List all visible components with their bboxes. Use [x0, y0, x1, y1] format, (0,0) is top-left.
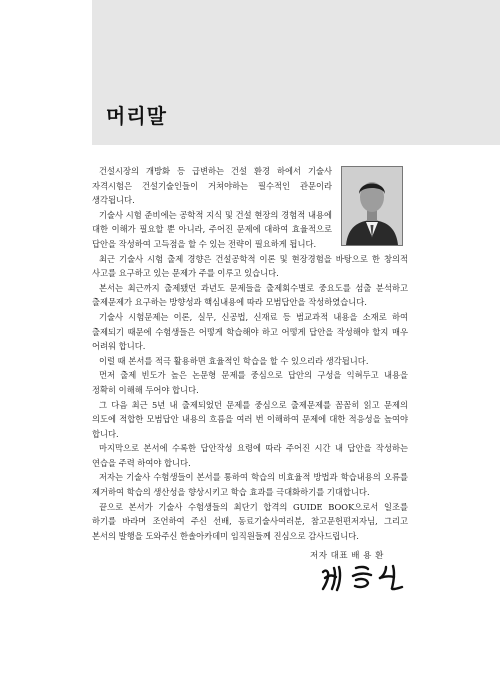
- preface-paragraph: 기술사 시험 준비에는 공학적 지식 및 건설 현장의 경험적 내용에 대한 이해가 필요할 뿐 아니라, 주어진 문제에 대하여 효율적으로 답안을 작성하여 고득점을 할 수 있는 전략이 필요하게 됩니다.: [92, 209, 332, 249]
- preface-paragraph: 그 다음 최근 5년 내 출제되었던 문제를 중심으로 출제문제를 꼼꼼히 읽고 문제의 의도에 적합한 모범답안 내용의 흐름을 여러 번 이해하여 문제에 대한 적응성을 높여야 합니다.: [92, 399, 408, 439]
- preface-paragraph: 본서는 최근까지 출제됐던 과년도 문제들을 출제회수별로 중요도를 섬출 분석하고 출제문제가 요구하는 방향성과 핵심내용에 따라 모범답안을 작성하였습니다.: [92, 282, 408, 308]
- preface-paragraph: 이럴 때 본서를 적극 활용하면 효율적인 학습을 할 수 있으리라 생각됩니다.: [99, 355, 369, 366]
- preface-paragraph: 마지막으로 본서에 수록한 답안작성 요령에 따라 주어진 시간 내 답안을 작성하는 연습을 주력 하여야 합니다.: [92, 443, 408, 468]
- preface-paragraph: 먼저 출제 빈도가 높은 논문형 문제를 중심으로 답안의 구성을 익혀두고 내용을 정확히 이해해 두어야 합니다.: [92, 370, 408, 395]
- preface-paragraph: 저자는 기술사 수험생들이 본서를 통하여 학습의 비효율적 방법과 학습내용의 오류를 제거하여 학습의 생산성을 향상시키고 학습 효과를 극대화하기를 기대합니다.: [92, 472, 408, 498]
- preface-paragraph: 기술사 시험문제는 이론, 실무, 신공법, 신재료 등 범교과적 내용을 소재로 하여 출제되기 때문에 수험생들은 어떻게 학습해야 하고 어떻게 답안을 작성해야 할지 매우 어려워 합니다.: [92, 311, 408, 352]
- author-signature-label: 저자 대표 배 용 환: [310, 551, 384, 561]
- preface-paragraph: 끝으로 본서가 기술사 수험생들의 최단기 합격의 GUIDE BOOK으로서 일조를 하기를 바라며 조언하여 주신 선배, 동료기술사여러분, 참고문헌편저자님, 그리고 본서의 발행을 도와주신 한솔아카데미 임직원들께 진심으로 감사드립니다.: [92, 501, 408, 541]
- preface-paragraph: 최근 기술사 시험 출제 경향은 건설공학적 이론 및 현장경험을 바탕으로 한 창의적 사고를 요구하고 있는 문제가 주를 이루고 있습니다.: [92, 253, 408, 279]
- handwritten-signature: [320, 562, 410, 592]
- preface-body: [92, 164, 408, 543]
- preface-paragraph: 건설시장의 개방화 등 급변하는 건설 환경 하에서 기술사 자격시험은 건설기술인들이 거쳐야하는 필수적인 관문이라 생각됩니다.: [92, 166, 332, 206]
- page-title: 머리말: [106, 104, 167, 128]
